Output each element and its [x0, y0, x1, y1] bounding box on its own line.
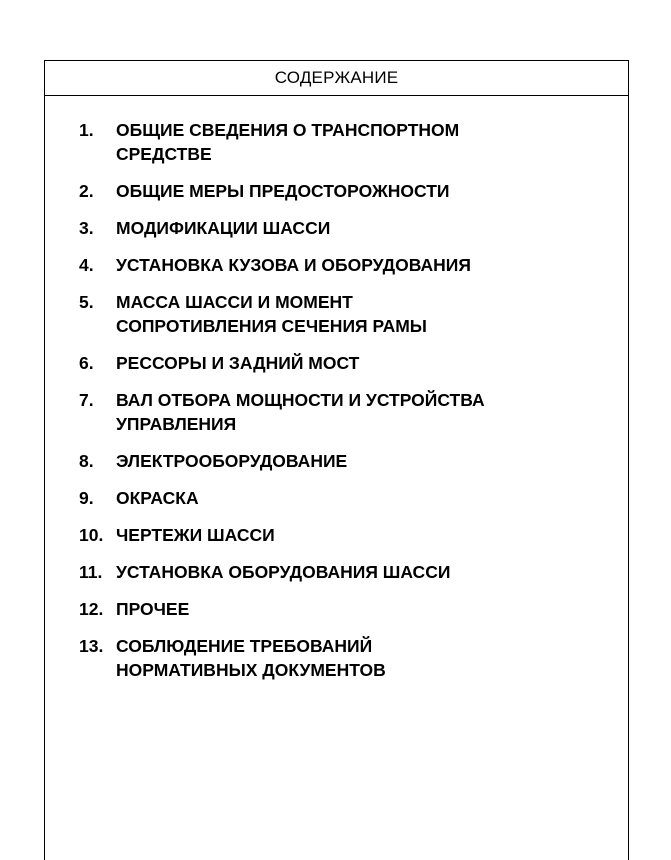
toc-item-title: ПРОЧЕЕ: [116, 599, 190, 619]
toc-item-4[interactable]: [79, 253, 599, 277]
contents-frame: [44, 60, 629, 860]
toc-item-title: ОБЩИЕ СВЕДЕНИЯ О ТРАНСПОРТНОМ СРЕДСТВЕ: [116, 120, 460, 164]
toc-item-number: 7.: [79, 390, 94, 410]
toc-item-title: УСТАНОВКА КУЗОВА И ОБОРУДОВАНИЯ: [116, 255, 471, 275]
toc-item-10[interactable]: [79, 523, 599, 547]
toc-item-12[interactable]: [79, 597, 599, 621]
toc-item-number: 13.: [79, 636, 104, 656]
page-title: СОДЕРЖАНИЕ: [274, 68, 399, 87]
toc-item-13[interactable]: [79, 634, 599, 682]
toc-item-1[interactable]: [79, 118, 599, 166]
toc-item-title: УСТАНОВКА ОБОРУДОВАНИЯ ШАССИ: [116, 562, 451, 582]
table-of-contents: [79, 118, 599, 695]
toc-item-2[interactable]: [79, 179, 599, 203]
toc-item-number: 10.: [79, 525, 104, 545]
toc-item-number: 3.: [79, 218, 94, 238]
toc-item-8[interactable]: [79, 449, 599, 473]
toc-item-title: ЧЕРТЕЖИ ШАССИ: [116, 525, 275, 545]
toc-item-title: ВАЛ ОТБОРА МОЩНОСТИ И УСТРОЙСТВА УПРАВЛЕНИЯ: [116, 390, 485, 434]
toc-item-title: ОКРАСКА: [116, 488, 199, 508]
toc-item-7[interactable]: [79, 388, 599, 436]
toc-item-title: ОБЩИЕ МЕРЫ ПРЕДОСТОРОЖНОСТИ: [116, 181, 450, 201]
toc-item-number: 8.: [79, 451, 94, 471]
contents-header: [45, 61, 628, 96]
toc-item-title: МАССА ШАССИ И МОМЕНТ СОПРОТИВЛЕНИЯ СЕЧЕНИЯ РАМЫ: [116, 292, 427, 336]
toc-item-3[interactable]: [79, 216, 599, 240]
toc-item-title: СОБЛЮДЕНИЕ ТРЕБОВАНИЙ НОРМАТИВНЫХ ДОКУМЕНТОВ: [116, 636, 386, 680]
toc-item-title: МОДИФИКАЦИИ ШАССИ: [116, 218, 331, 238]
toc-item-title: РЕССОРЫ И ЗАДНИЙ МОСТ: [116, 353, 360, 373]
toc-item-number: 5.: [79, 292, 94, 312]
toc-item-11[interactable]: [79, 560, 599, 584]
toc-item-number: 4.: [79, 255, 94, 275]
toc-item-9[interactable]: [79, 486, 599, 510]
toc-item-5[interactable]: [79, 290, 599, 338]
toc-item-6[interactable]: [79, 351, 599, 375]
toc-item-number: 1.: [79, 120, 94, 140]
toc-item-number: 2.: [79, 181, 94, 201]
toc-item-number: 12.: [79, 599, 104, 619]
toc-item-number: 11.: [79, 562, 103, 582]
toc-item-number: 6.: [79, 353, 94, 373]
toc-item-title: ЭЛЕКТРООБОРУДОВАНИЕ: [116, 451, 348, 471]
toc-item-number: 9.: [79, 488, 94, 508]
